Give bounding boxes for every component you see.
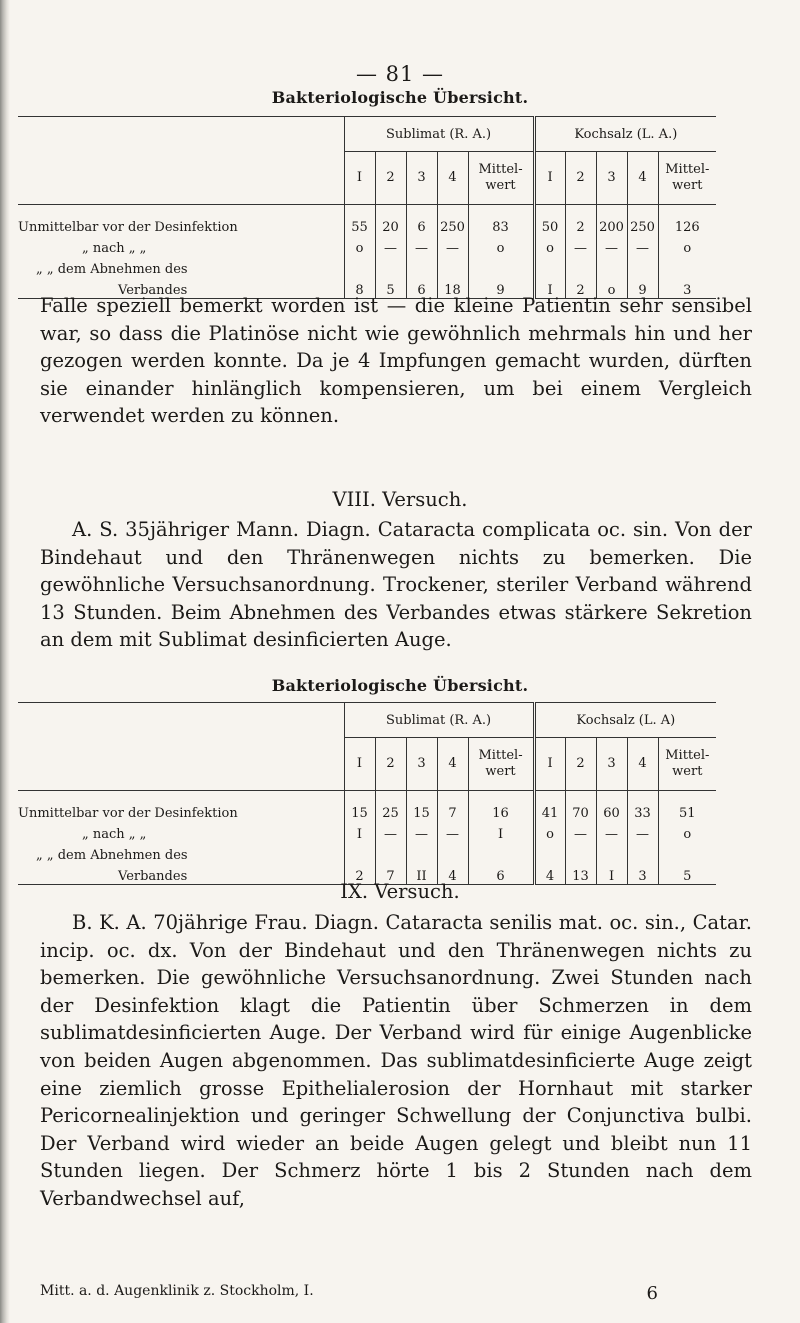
cell: 250 — [437, 205, 468, 236]
col-header: 4 — [627, 152, 658, 205]
row-label: „ nach „ „ — [82, 827, 147, 842]
row-label: „ „ dem Abnehmen des — [36, 848, 188, 863]
cell: o — [344, 235, 375, 256]
table-row — [18, 791, 716, 822]
heading-versuch-ix: IX. Versuch. — [340, 880, 460, 903]
row-label: Verbandes — [18, 863, 344, 885]
cell: 8 — [344, 277, 375, 299]
cell: — — [565, 235, 596, 256]
table-row — [18, 821, 716, 842]
cell: — — [627, 821, 658, 842]
col-header-mean: Mittel- wert — [658, 738, 716, 791]
col-header-mean: Mittel- wert — [468, 152, 534, 205]
page-footer — [40, 1283, 752, 1304]
cell: 15 — [344, 791, 375, 822]
col-header: 4 — [627, 738, 658, 791]
cell: I — [344, 821, 375, 842]
scan-edge — [0, 0, 10, 1323]
cell: 4 — [534, 863, 565, 885]
cell: 4 — [437, 863, 468, 885]
col-header: 4 — [437, 738, 468, 791]
table-row — [18, 205, 716, 236]
cell: 16 — [468, 791, 534, 822]
cell: — — [565, 821, 596, 842]
row-label: „ „ dem Abnehmen des — [36, 262, 188, 277]
bacteriology-table-2 — [18, 702, 716, 885]
cell: — — [375, 821, 406, 842]
cell: 9 — [627, 277, 658, 299]
table-row — [18, 842, 716, 863]
cell: 51 — [658, 791, 716, 822]
paragraph-text: A. S. 35jähriger Mann. Diagn. Cataracta complicata oc. sin. Von der Bindehaut und den Thränenwegen nichts zu bemerken. Die gewöhnliche Versuchsanordnung. Trockener, steriler Verband während 13 Stunden. Beim Abnehmen des Verbandes etwas stärkere Sekretion an dem mit Sublimat desinficierten Auge. — [40, 518, 752, 652]
col-header: 3 — [406, 152, 437, 205]
table-title-2: Bakteriologische Übersicht. — [271, 676, 529, 695]
cell: 2 — [565, 205, 596, 236]
col-header: 3 — [406, 738, 437, 791]
paragraph-text: Falle speziell bemerkt worden ist — die kleine Patientin sehr sensibel war, so dass die Platinöse nicht wie gewöhnlich mehrmals hin und her gezogen werden konnte. Da je 4 Impfungen gemacht wurden, dürften sie einander hinlänglich kompensieren, um bei einem Vergleich verwendet werden zu können. — [40, 294, 752, 428]
signature-mark: 6 — [646, 1283, 658, 1304]
cell: o — [658, 235, 716, 256]
paragraph-3 — [40, 909, 752, 1213]
cell: 13 — [565, 863, 596, 885]
cell: 18 — [437, 277, 468, 299]
cell: — — [437, 235, 468, 256]
col-header-mean: Mittel- wert — [468, 738, 534, 791]
cell: I — [468, 821, 534, 842]
cell: 6 — [468, 863, 534, 885]
cell: 50 — [534, 205, 565, 236]
col-header: 2 — [565, 738, 596, 791]
cell: 5 — [658, 863, 716, 885]
cell: — — [437, 821, 468, 842]
row-label: Unmittelbar vor der Desinfektion — [18, 791, 344, 822]
cell: 3 — [627, 863, 658, 885]
paragraph-1 — [40, 292, 752, 430]
cell: o — [468, 235, 534, 256]
row-label: Unmittelbar vor der Desinfektion — [18, 205, 344, 236]
row-label: „ nach „ „ — [82, 241, 147, 256]
heading-versuch-viii: VIII. Versuch. — [332, 488, 468, 511]
cell: — — [596, 821, 627, 842]
col-header: I — [534, 738, 565, 791]
cell: 250 — [627, 205, 658, 236]
cell: 7 — [375, 863, 406, 885]
col-header: 4 — [437, 152, 468, 205]
cell: o — [596, 277, 627, 299]
col-header: I — [344, 738, 375, 791]
cell: 60 — [596, 791, 627, 822]
cell: 7 — [437, 791, 468, 822]
cell: 33 — [627, 791, 658, 822]
cell: 41 — [534, 791, 565, 822]
cell: 5 — [375, 277, 406, 299]
cell: o — [534, 235, 565, 256]
cell: — — [627, 235, 658, 256]
cell: 2 — [344, 863, 375, 885]
cell: — — [596, 235, 627, 256]
cell: 55 — [344, 205, 375, 236]
cell: 2 — [565, 277, 596, 299]
col-header: 2 — [375, 152, 406, 205]
col-header: 2 — [565, 152, 596, 205]
cell: 15 — [406, 791, 437, 822]
cell: — — [375, 235, 406, 256]
col-header: I — [344, 152, 375, 205]
cell: 9 — [468, 277, 534, 299]
col-header: 3 — [596, 152, 627, 205]
cell: o — [658, 821, 716, 842]
table-title-1: Bakteriologische Übersicht. — [271, 88, 529, 107]
cell: 83 — [468, 205, 534, 236]
cell: 25 — [375, 791, 406, 822]
table-sub-header — [18, 738, 716, 791]
group-sublimat: Sublimat (R. A.) — [344, 117, 534, 152]
paragraph-text: B. K. A. 70jährige Frau. Diagn. Cataracta senilis mat. oc. sin., Catar. incip. oc. dx. Von der Bindehaut und den Thränenwegen nichts zu bemerken. Die gewöhnliche Versuchsanordnung. Zwei Stunden nach der Desinfektion klagt die Patientin über Schmerzen in dem sublimatdesinficierten Auge. Der Verband wird für einige Augenblicke von beiden Augen abgenommen. Das sublimatdesinficierte Auge zeigt eine ziemlich grosse Epithelialerosion der Hornhaut mit starker Pericornealinjektion und geringer Schwellung der Conjunctiva bulbi. Der Verband wird wieder an beide Augen gelegt und bleibt nun 11 Stunden liegen. Der Schmerz hörte 1 bis 2 Stunden nach dem Verbandwechsel auf, — [40, 911, 752, 1210]
cell: — — [406, 235, 437, 256]
cell: 20 — [375, 205, 406, 236]
cell: 70 — [565, 791, 596, 822]
row-label: Verbandes — [18, 277, 344, 299]
cell: 3 — [658, 277, 716, 299]
cell: 126 — [658, 205, 716, 236]
cell: 200 — [596, 205, 627, 236]
table-group-header — [18, 117, 716, 152]
cell: o — [534, 821, 565, 842]
table-sub-header — [18, 152, 716, 205]
journal-reference: Mitt. a. d. Augenklinik z. Stockholm, I. — [40, 1283, 314, 1299]
table-group-header — [18, 703, 716, 738]
table-row — [18, 256, 716, 277]
col-header: 3 — [596, 738, 627, 791]
cell: 6 — [406, 205, 437, 236]
cell: 6 — [406, 277, 437, 299]
cell: I — [596, 863, 627, 885]
col-header: 2 — [375, 738, 406, 791]
bacteriology-table-1 — [18, 116, 716, 299]
group-kochsalz: Kochsalz (L. A) — [534, 703, 716, 738]
group-kochsalz: Kochsalz (L. A.) — [534, 117, 716, 152]
cell: — — [406, 821, 437, 842]
page-number: — 81 — — [355, 62, 445, 86]
cell: II — [406, 863, 437, 885]
paragraph-2 — [40, 516, 752, 654]
table-row — [18, 235, 716, 256]
group-sublimat: Sublimat (R. A.) — [344, 703, 534, 738]
col-header-mean: Mittel- wert — [658, 152, 716, 205]
cell: I — [534, 277, 565, 299]
col-header: I — [534, 152, 565, 205]
